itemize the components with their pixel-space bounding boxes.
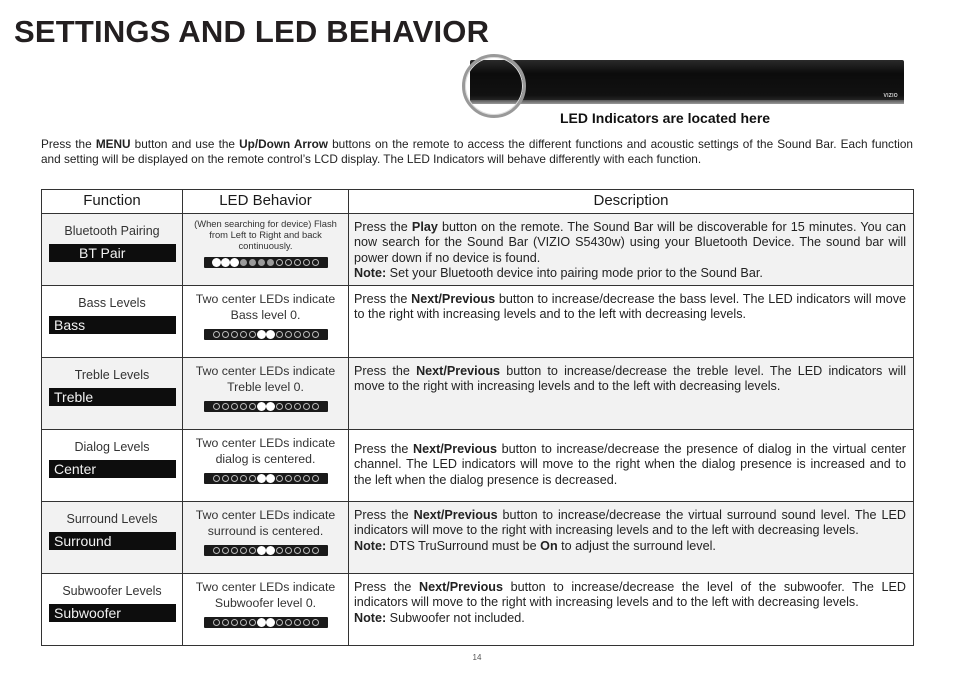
description-cell (349, 502, 914, 574)
led-indicator-off (285, 547, 292, 554)
header-function: Function (42, 190, 183, 214)
led-indicator-off (231, 331, 238, 338)
lcd-display: Center (49, 460, 176, 478)
led-indicator-off (276, 259, 283, 266)
led-indicator-off (294, 475, 301, 482)
led-indicator-off (294, 259, 301, 266)
led-behavior-cell (183, 502, 349, 574)
led-indicator-off (222, 331, 229, 338)
menu-button-name: MENU (95, 137, 131, 151)
led-indicator-on (267, 403, 274, 410)
led-indicator-on (213, 259, 220, 266)
lcd-display: Surround (49, 532, 176, 550)
led-indicator-off (213, 475, 220, 482)
led-behavior-cell (183, 286, 349, 358)
table-row-treble (42, 358, 914, 430)
page-title: SETTINGS AND LED BEHAVIOR (14, 14, 490, 49)
table-row-surround (42, 502, 914, 574)
function-name: Surround Levels (66, 512, 158, 526)
function-name: Bluetooth Pairing (64, 224, 160, 238)
description-text: Press the Next/Previous button to increase/decrease the bass level. The LED indicators will move to the right with increasing levels and to the left with decreasing levels. (354, 292, 907, 322)
led-indicator-off (285, 475, 292, 482)
description-cell (349, 574, 914, 646)
led-behavior-text: (When searching for device) Flash from Left to Right and back continuously. (194, 218, 337, 251)
led-behavior-cell (183, 358, 349, 430)
led-indicator-off (303, 331, 310, 338)
description-cell (349, 430, 914, 502)
led-indicator-on (222, 259, 229, 266)
lcd-display: BT Pair (49, 244, 176, 262)
led-indicator-off (312, 547, 319, 554)
function-cell (42, 358, 183, 430)
led-indicator-off (294, 331, 301, 338)
led-behavior-cell (183, 574, 349, 646)
led-indicator-row (204, 545, 328, 556)
led-indicator-off (285, 403, 292, 410)
led-indicator-off (213, 331, 220, 338)
led-indicator-off (285, 331, 292, 338)
led-indicator-off (222, 403, 229, 410)
led-behavior-text: Two center LEDs indicate surround is centered. (195, 508, 336, 538)
led-indicator-off (294, 403, 301, 410)
led-behavior-text: Two center LEDs indicate Treble level 0. (195, 364, 336, 394)
led-indicator-on (258, 331, 265, 338)
led-behavior-text: Two center LEDs indicate Bass level 0. (195, 292, 336, 322)
led-indicator-off (240, 547, 247, 554)
led-indicator-off (213, 619, 220, 626)
lcd-display: Subwoofer (49, 604, 176, 622)
led-indicator-off (312, 403, 319, 410)
led-indicator-off (276, 475, 283, 482)
led-indicator-off (240, 331, 247, 338)
lcd-display: Treble (49, 388, 176, 406)
settings-table (41, 189, 914, 646)
led-indicator-dim (240, 259, 247, 266)
function-name: Treble Levels (74, 368, 150, 382)
table-header-row (42, 190, 914, 214)
description-cell (349, 214, 914, 286)
note-label: Note: (354, 266, 387, 281)
table-row-bluetooth (42, 214, 914, 286)
led-indicator-off (249, 403, 256, 410)
note-label: Note: (354, 538, 387, 553)
led-indicator-on (258, 547, 265, 554)
note-label: Note: (354, 610, 387, 625)
description-cell (349, 358, 914, 430)
led-indicator-off (276, 331, 283, 338)
led-indicator-off (231, 475, 238, 482)
led-indicator-off (303, 475, 310, 482)
led-indicator-off (312, 331, 319, 338)
soundbar-brand-logo: VIZIO (883, 93, 898, 99)
led-indicator-off (303, 259, 310, 266)
led-indicator-off (249, 475, 256, 482)
led-indicator-off (222, 619, 229, 626)
led-indicator-off (312, 619, 319, 626)
led-indicator-off (222, 475, 229, 482)
led-indicator-dim (258, 259, 265, 266)
led-indicator-off (303, 403, 310, 410)
soundbar-illustration (462, 54, 908, 114)
led-indicator-on (267, 619, 274, 626)
header-description: Description (349, 190, 914, 214)
function-cell (42, 430, 183, 502)
function-cell (42, 214, 183, 286)
led-indicator-off (213, 403, 220, 410)
description-text: Press the Next/Previous button to increase/decrease the treble level. The LED indicators will move to the right with increasing levels and to the left with decreasing levels. (354, 364, 907, 394)
led-location-caption: LED Indicators are located here (560, 110, 771, 126)
led-indicator-row (204, 329, 328, 340)
led-indicator-off (285, 259, 292, 266)
led-indicator-off (213, 547, 220, 554)
led-indicator-row (204, 401, 328, 412)
led-indicator-off (294, 547, 301, 554)
led-indicator-off (231, 547, 238, 554)
led-indicator-off (303, 619, 310, 626)
led-indicator-off (222, 547, 229, 554)
description-text: Press the Next/Previous button to increase/decrease the presence of dialog in the virtual center channel. The LED indicators will move to the right when the dialog presence is increased and to the left when the dialog presence is decreased. (354, 442, 906, 487)
led-indicator-off (312, 259, 319, 266)
led-indicator-on (267, 475, 274, 482)
table-row-dialog (42, 430, 914, 502)
led-behavior-text: Two center LEDs indicate dialog is centered. (195, 436, 336, 466)
led-indicator-row (204, 473, 328, 484)
led-indicator-off (276, 547, 283, 554)
function-name: Bass Levels (78, 296, 146, 310)
led-indicator-on (267, 547, 274, 554)
function-name: Subwoofer Levels (62, 584, 162, 598)
led-indicator-off (240, 619, 247, 626)
lcd-display: Bass (49, 316, 176, 334)
led-indicator-off (276, 619, 283, 626)
description-cell (349, 286, 914, 358)
function-cell (42, 574, 183, 646)
led-indicator-on (267, 331, 274, 338)
table-row-subwoofer (42, 574, 914, 646)
led-behavior-cell (183, 430, 349, 502)
header-led-behavior: LED Behavior (183, 190, 349, 214)
led-indicator-dim (267, 259, 274, 266)
led-behavior-cell (183, 214, 349, 286)
led-indicator-on (258, 403, 265, 410)
led-indicator-on (231, 259, 238, 266)
led-indicator-off (231, 619, 238, 626)
led-indicator-row (204, 617, 328, 628)
page-number: 14 (472, 653, 482, 662)
description-text: Press the Next/Previous button to increase/decrease the virtual surround sound level. The LED indicators will move to the right with increasing levels and to the left with decreasing levels. Note: DTS TruSurround must be On to adjust the surround level. (354, 508, 907, 553)
intro-paragraph: Press the MENU button and use the Up/Down Arrow buttons on the remote to access the different functions and acoustic settings of the Sound Bar. Each function and setting will be displayed on the remote control’s LCD display. The LED Indicators will behave differently with each function. (41, 137, 913, 167)
function-cell (42, 286, 183, 358)
description-text: Press the Next/Previous button to increase/decrease the level of the subwoofer. The LED indicators will move to the right with increasing levels and to the left with decreasing levels. Note: Subwoofer not included. (354, 580, 906, 625)
led-indicator-off (285, 619, 292, 626)
soundbar-image (470, 60, 904, 104)
led-indicator-row (204, 257, 328, 268)
function-name: Dialog Levels (74, 440, 150, 454)
table-row-bass (42, 286, 914, 358)
led-indicator-off (249, 331, 256, 338)
led-behavior-text: Two center LEDs indicate Subwoofer level 0. (195, 580, 336, 610)
function-cell (42, 502, 183, 574)
led-indicator-on (258, 475, 265, 482)
led-indicator-off (249, 547, 256, 554)
led-location-highlight (462, 54, 526, 118)
led-indicator-off (312, 475, 319, 482)
led-indicator-on (258, 619, 265, 626)
description-text: Press the Play button on the remote. The Sound Bar will be discoverable for 15 minutes. You can now search for the Sound Bar (VIZIO S5430w) using your Bluetooth Device. The sound bar will power down if no device is found. Note: Set your Bluetooth device into pairing mode prior to the Sound Bar. (354, 220, 906, 281)
led-indicator-dim (249, 259, 256, 266)
led-indicator-off (231, 403, 238, 410)
updown-button-name: Up/Down Arrow (239, 137, 328, 151)
led-indicator-off (294, 619, 301, 626)
led-indicator-off (276, 403, 283, 410)
led-indicator-off (240, 403, 247, 410)
led-indicator-off (240, 475, 247, 482)
led-indicator-off (249, 619, 256, 626)
led-indicator-off (303, 547, 310, 554)
